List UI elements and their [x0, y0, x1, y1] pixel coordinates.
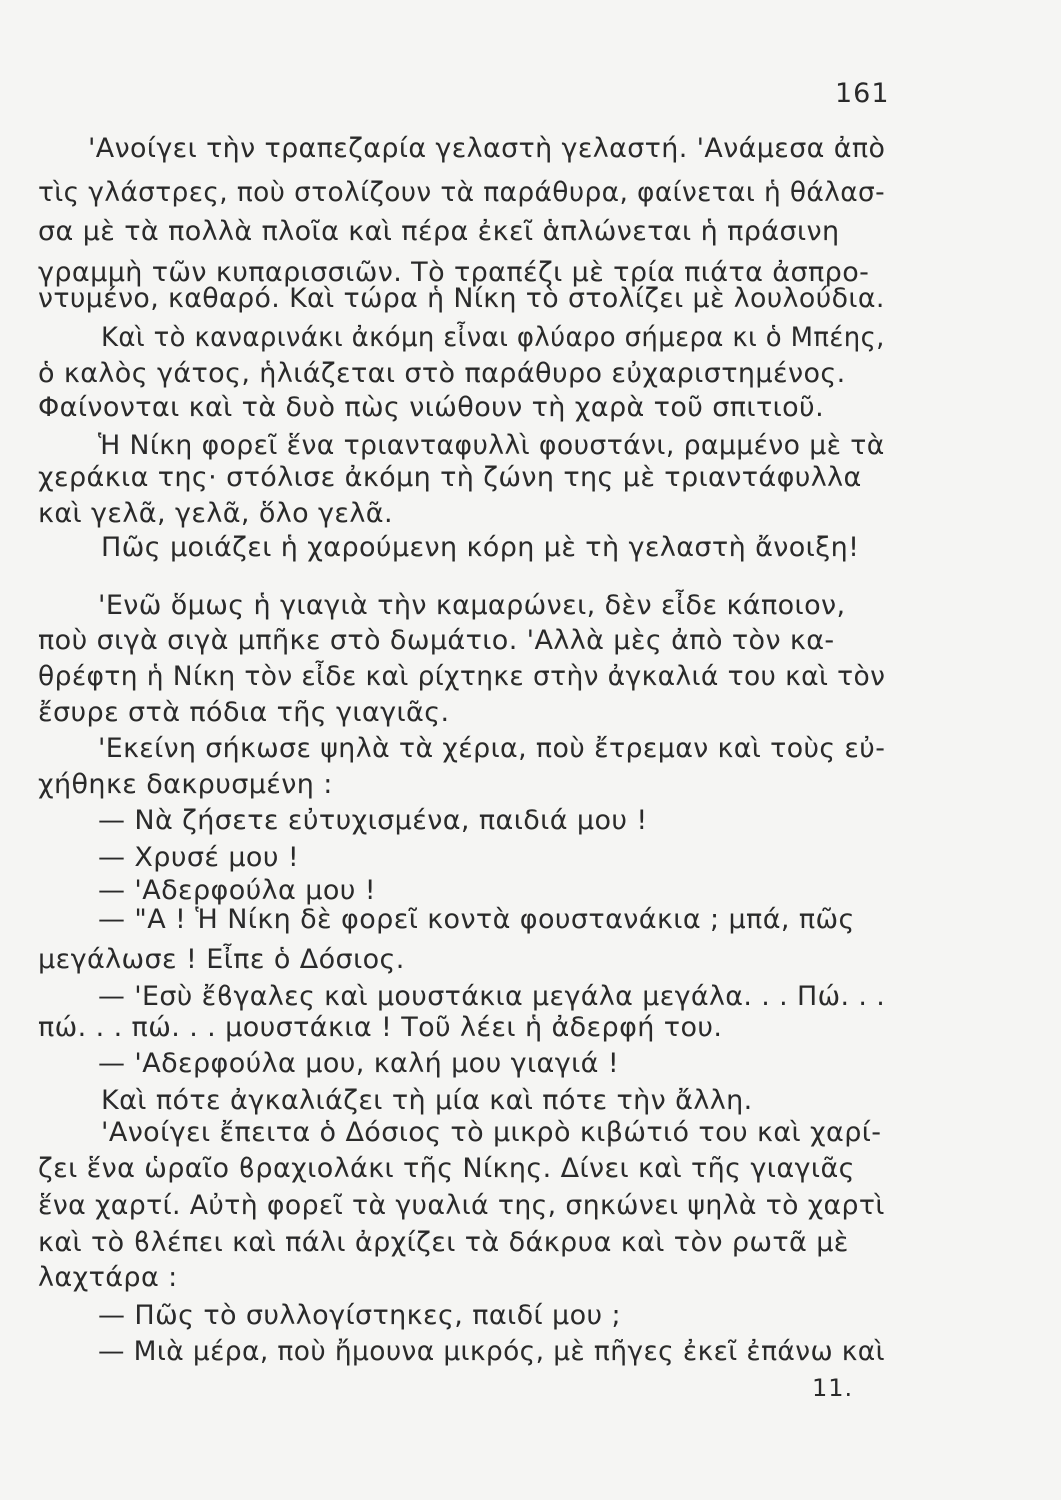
- text-line: λαχτάρα :: [38, 1262, 178, 1293]
- text-line: — "Α ! Ἡ Νίκη δὲ φορεῖ κοντὰ φουστανάκια ; μπά, πῶς: [98, 904, 855, 935]
- text-line: τὶς γλάστρες, ποὺ στολίζουν τὰ παράθυρα, φαίνεται ἡ θάλασ-: [38, 177, 886, 208]
- text-line: Καὶ τὸ καναρινάκι ἀκόμη εἶναι φλύαρο σήμερα κι ὁ Μπέης,: [101, 322, 885, 353]
- text-line: — 'Εσὺ ἔϐγαλες καὶ μουστάκια μεγάλα μεγάλα. . . Πώ. . .: [98, 981, 886, 1012]
- text-line: — Χρυσέ μου !: [98, 842, 300, 873]
- text-line: — Νὰ ζήσετε εὐτυχισμένα, παιδιά μου !: [98, 805, 648, 836]
- text-line: 'Ανοίγει ἔπειτα ὁ Δόσιος τὸ μικρὸ κιβώτιό του καὶ χαρί-: [101, 1117, 882, 1148]
- text-line: θρέφτη ἡ Νίκη τὸν εἶδε καὶ ρίχτηκε στὴν ἀγκαλιά του καὶ τὸν: [38, 661, 886, 692]
- text-line: — 'Αδερφούλα μου !: [98, 875, 376, 906]
- text-line: Ἡ Νίκη φορεῖ ἕνα τριανταφυλλὶ φουστάνι, ραμμένο μὲ τὰ: [98, 430, 885, 461]
- text-line: ποὺ σιγὰ σιγὰ μπῆκε στὸ δωμάτιο. 'Αλλὰ μὲς ἀπὸ τὸν κα-: [38, 625, 835, 656]
- text-line: χεράκια της· στόλισε ἀκόμη τὴ ζώνη της μὲ τριαντάφυλλα: [38, 462, 862, 493]
- text-line: ἕνα χαρτί. Αὐτὴ φορεῖ τὰ γυαλιά της, σηκώνει ψηλὰ τὸ χαρτὶ: [38, 1190, 885, 1221]
- page-number: 161: [835, 78, 890, 109]
- text-line: καὶ γελᾶ, γελᾶ, ὅλο γελᾶ.: [38, 498, 393, 529]
- text-line: ζει ἕνα ὡραῖο ϐραχιολάκι τῆς Νίκης. Δίνει καὶ τῆς γιαγιᾶς: [38, 1153, 855, 1184]
- text-line: Φαίνονται καὶ τὰ δυὸ πὼς νιώθουν τὴ χαρὰ τοῦ σπιτιοῦ.: [38, 392, 825, 423]
- text-line: καὶ τὸ ϐλέπει καὶ πάλι ἀρχίζει τὰ δάκρυα καὶ τὸν ρωτᾶ μὲ: [38, 1227, 849, 1258]
- text-line: ἔσυρε στὰ πόδια τῆς γιαγιᾶς.: [38, 697, 450, 728]
- text-line: γραμμὴ τῶν κυπαρισσιῶν. Τὸ τραπέζι μὲ τρία πιάτα ἀσπρο-: [38, 257, 870, 288]
- text-line: χήθηκε δακρυσμένη :: [38, 769, 333, 800]
- text-line: 'Εκείνη σήκωσε ψηλὰ τὰ χέρια, ποὺ ἔτρεμαν καὶ τοὺς εὐ-: [98, 733, 886, 764]
- text-line: — 'Αδερφούλα μου, καλή μου γιαγιά !: [98, 1048, 620, 1079]
- text-line: — Μιὰ μέρα, ποὺ ἤμουνα μικρός, μὲ πῆγες ἐκεῖ ἐπάνω καὶ: [98, 1336, 885, 1367]
- text-line: — Πῶς τὸ συλλογίστηκες, παιδί μου ;: [98, 1300, 622, 1331]
- text-line: Καὶ πότε ἀγκαλιάζει τὴ μία καὶ πότε τὴν ἄλλη.: [101, 1085, 753, 1116]
- text-line: σα μὲ τὰ πολλὰ πλοῖα καὶ πέρα ἐκεῖ ἁπλώνεται ἡ πράσινη: [38, 216, 840, 247]
- text-line: 'Ανοίγει τὴν τραπεζαρία γελαστὴ γελαστή. 'Ανάμεσα ἀπὸ: [88, 133, 886, 164]
- text-line: μεγάλωσε ! Εἶπε ὁ Δόσιος.: [38, 944, 405, 975]
- signature-mark: 11.: [812, 1374, 854, 1402]
- text-line: πώ. . . πώ. . . μουστάκια ! Τοῦ λέει ἡ ἀδερφή του.: [38, 1012, 723, 1043]
- text-line: ντυμένο, καθαρό. Καὶ τώρα ἡ Νίκη τὸ στολίζει μὲ λουλούδια.: [38, 283, 885, 314]
- text-line: Πῶς μοιάζει ἡ χαρούμενη κόρη μὲ τὴ γελαστὴ ἄνοιξη!: [101, 532, 860, 563]
- text-line: ὁ καλὸς γάτος, ἡλιάζεται στὸ παράθυρο εὐχαριστημένος.: [38, 358, 846, 389]
- text-line: 'Ενῶ ὅμως ἡ γιαγιὰ τὴν καμαρώνει, δὲν εἶδε κάποιον,: [98, 590, 846, 621]
